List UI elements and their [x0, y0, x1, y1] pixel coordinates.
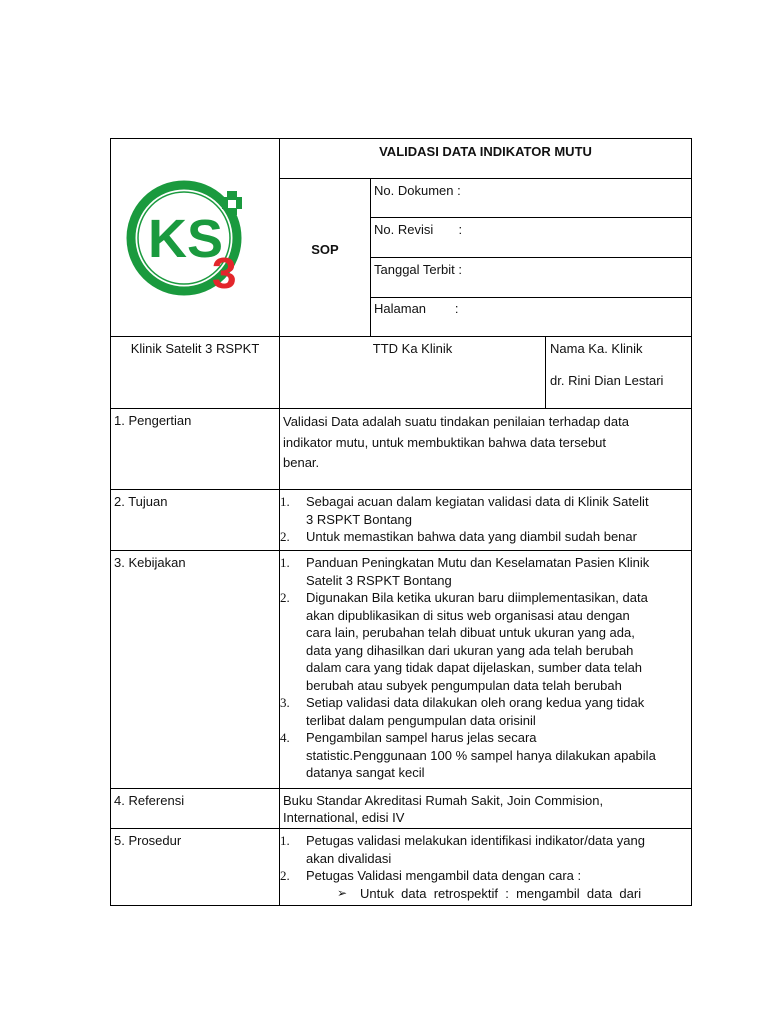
list-item: 1. Petugas validasi melakukan identifikasi indikator/data yang akan divalidasi — [280, 833, 645, 866]
field-tanggal-terbit: Tanggal Terbit : — [374, 262, 462, 277]
document-title: VALIDASI DATA INDIKATOR MUTU — [379, 144, 592, 159]
field-halaman: Halaman : — [374, 301, 459, 316]
list-item: 4. Pengambilan sampel harus jelas secara statistic.Penggunaan 100 % sampel hanya dilakukan apabila datanya sangat kecil — [280, 730, 656, 780]
ttd-label: TTD Ka Klinik — [372, 341, 453, 356]
pengertian-text — [283, 412, 687, 474]
section-label-kebijakan: 3. Kebijakan — [114, 555, 186, 570]
list-item: 3. Setiap validasi data dilakukan oleh orang kedua yang tidak terlibat dalam pengumpulan data orisinil — [280, 695, 645, 728]
field-no-revisi: No. Revisi : — [374, 222, 463, 237]
nama-value: dr. Rini Dian Lestari — [550, 373, 664, 388]
kebijakan-list — [280, 554, 682, 782]
text-line: International, edisi IV — [283, 810, 405, 825]
field-no-dokumen: No. Dokumen : — [374, 183, 461, 198]
sop-label: SOP — [311, 242, 339, 257]
nama-label: Nama Ka. Klinik — [550, 341, 643, 356]
list-item: 1. Sebagai acuan dalam kegiatan validasi data di Klinik Satelit 3 RSPKT Bontang — [280, 494, 649, 527]
referensi-text — [283, 792, 687, 826]
text-line: benar. — [283, 455, 320, 470]
clinic-logo — [120, 176, 270, 300]
list-item: 1. Panduan Peningkatan Mutu dan Keselamatan Pasien Klinik Satelit 3 RSPKT Bontang — [280, 555, 650, 588]
prosedur-list — [280, 832, 682, 902]
tujuan-list — [280, 493, 668, 546]
section-label-pengertian: 1. Pengertian — [114, 413, 192, 428]
clinic-name: Klinik Satelit 3 RSPKT — [130, 341, 260, 356]
section-label-referensi: 4. Referensi — [114, 793, 185, 808]
text-line: Validasi Data adalah suatu tindakan penilaian terhadap data — [283, 414, 629, 429]
text-line: indikator mutu, untuk membuktikan bahwa data tersebut — [283, 434, 607, 450]
list-item: 2. Petugas Validasi mengambil data dengan cara : — [280, 868, 582, 883]
text-line: Buku Standar Akreditasi Rumah Sakit, Join Commision, — [283, 793, 604, 808]
list-item: 2. Digunakan Bila ketika ukuran baru diimplementasikan, data akan dipublikasikan di situs web organisasi atau dengan cara lain, perubahan telah dibuat untuk ukuran yang ada, data yang dihasilkan dari ukuran yang ada telah berubah dalam cara yang tidak dapat dijelaskan, sumber data telah berubah atau subyek pengumpulan data telah berubah — [280, 590, 648, 693]
sub-bullet-item: ➢ Untuk data retrospektif : mengambil data dari — [337, 885, 642, 901]
logo-number: 3 — [212, 249, 237, 298]
logo-text: KS — [148, 209, 224, 269]
arrow-bullet-icon: ➢ — [337, 885, 348, 900]
section-label-tujuan: 2. Tujuan — [114, 494, 168, 509]
list-item: 2. Untuk memastikan bahwa data yang diambil sudah benar — [280, 529, 637, 544]
section-label-prosedur: 5. Prosedur — [114, 833, 182, 848]
